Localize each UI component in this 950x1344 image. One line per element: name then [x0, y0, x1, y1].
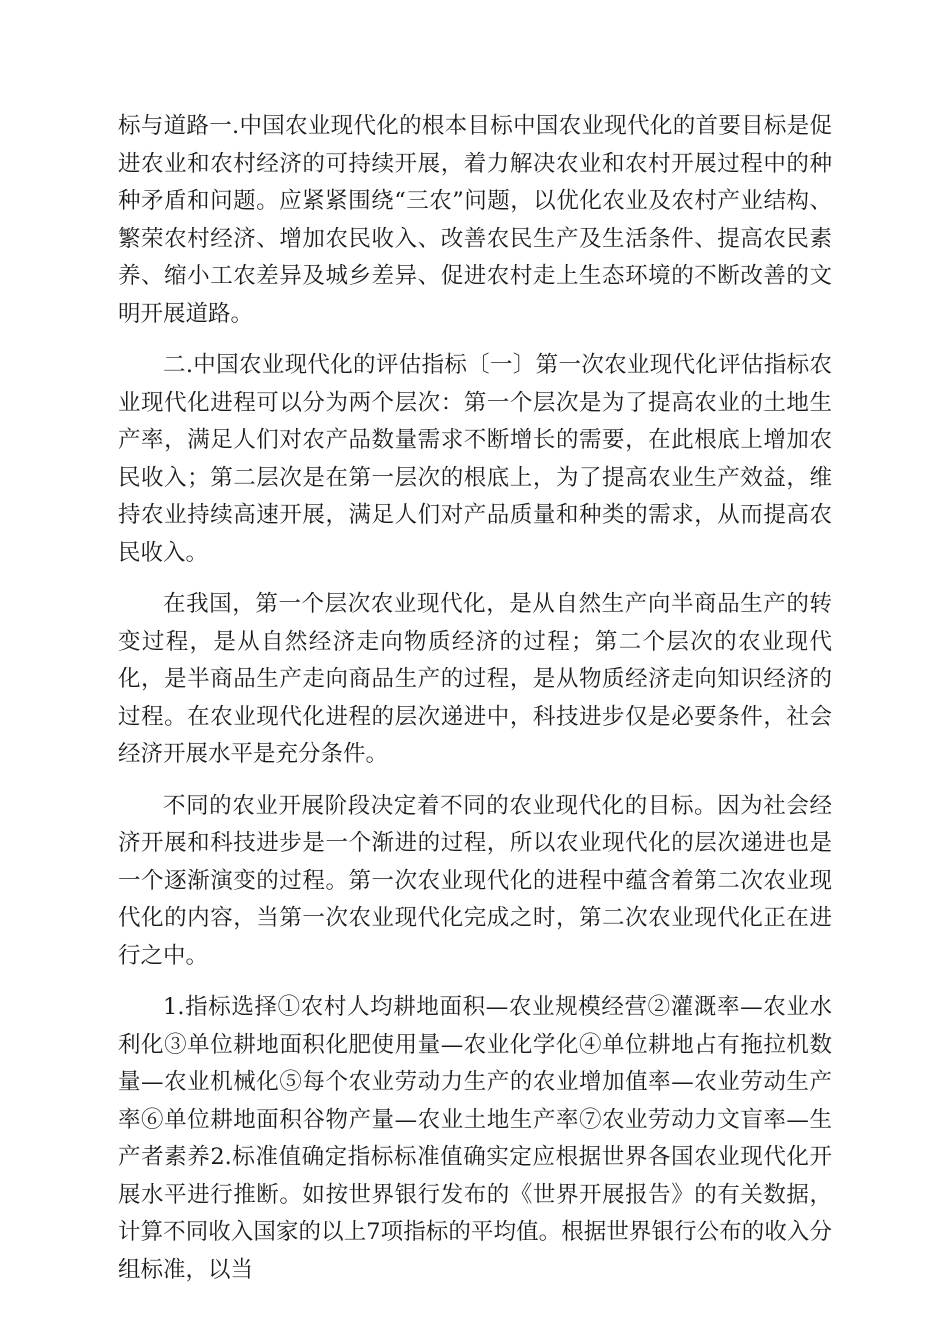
- document-page: [118, 108, 832, 1303]
- paragraph-4: 不同的农业开展阶段决定着不同的农业现代化的目标。因为社会经济开展和科技进步是一个渐进的过程，所以农业现代化的层次递进也是一个逐渐演变的过程。第一次农业现代化的进程中蕴含着第二次农业现代化的内容，当第一次农业现代化完成之时，第二次农业现代化正在进行之中。: [118, 792, 832, 969]
- paragraph-2: 二.中国农业现代化的评估指标〔一〕第一次农业现代化评估指标农业现代化进程可以分为两个层次：第一个层次是为了提高农业的土地生产率，满足人们对农产品数量需求不断增长的需要，在此根底上增加农民收入；第二层次是在第一层次的根底上，为了提高农业生产效益，维持农业持续高速开展，满足人们对产品质量和种类的需求，从而提高农民收入。: [118, 352, 832, 566]
- paragraph-5: 1.指标选择①农村人均耕地面积—农业规模经营②灌溉率—农业水利化③单位耕地面积化肥使用量—农业化学化④单位耕地占有拖拉机数量—农业机械化⑤每个农业劳动力生产的农业增加值率—农业劳动生产率⑥单位耕地面积谷物产量—农业土地生产率⑦农业劳动力文盲率—生产者素养2.标准值确定指标标准值确实定应根据世界各国农业现代化开展水平进行推断。如按世界银行发布的《世界开展报告》的有关数据，计算不同收入国家的以上7项指标的平均值。根据世界银行公布的收入分组标准，以当: [118, 994, 832, 1283]
- paragraph-1: 标与道路一.中国农业现代化的根本目标中国农业现代化的首要目标是促进农业和农村经济的可持续开展，着力解决农业和农村开展过程中的种种矛盾和问题。应紧紧围绕“三农”问题，以优化农业及农村产业结构、繁荣农村经济、增加农民收入、改善农民生产及生活条件、提高农民素养、缩小工农差异及城乡差异、促进农村走上生态环境的不断改善的文明开展道路。: [118, 113, 832, 327]
- paragraph-3: 在我国，第一个层次农业现代化，是从自然生产向半商品生产的转变过程，是从自然经济走向物质经济的过程；第二个层次的农业现代化，是半商品生产走向商品生产的过程，是从物质经济走向知识经济的过程。在农业现代化进程的层次递进中，科技进步仅是必要条件，社会经济开展水平是充分条件。: [118, 591, 832, 767]
